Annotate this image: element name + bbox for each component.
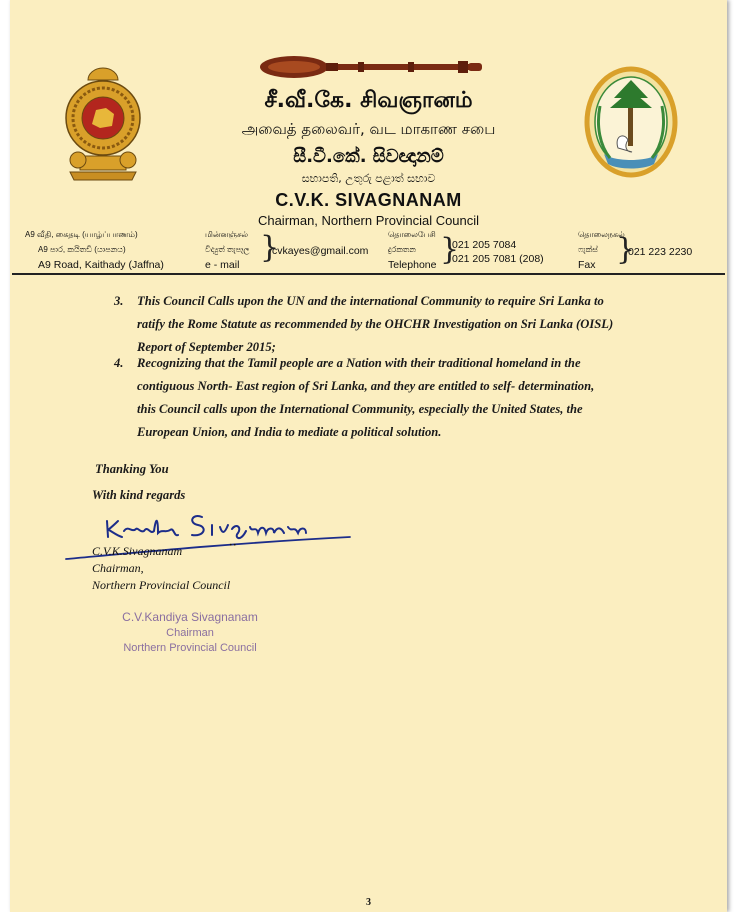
address-tamil: A9 வீதி, கைதடி (யாழ்ப்பாணம்) [25,230,138,239]
letter-page [10,0,727,912]
phone-label-sinhala: දුරකතන [388,245,416,254]
list-item [137,352,657,444]
fax-label-tamil: தொலைநகல் [578,230,625,239]
address-english: A9 Road, Kaithady (Jaffna) [38,259,164,271]
name-tamil: சீ.வீ.கே. சிவஞானம் [264,88,473,113]
phone-number-2: 021 205 7081 (208) [452,253,544,265]
email-brace: } [260,230,280,265]
ceremonial-mace-icon [258,52,488,82]
item-line: Recognizing that the Tamil people are a Nation with their traditional homeland in the [137,356,581,370]
signature-dots: ˙˙ [228,541,236,555]
list-item [137,290,657,359]
stamp-name: C.V.Kandiya Sivagnanam [122,610,258,624]
header-divider [12,273,725,275]
item-line: contiguous North- East region of Sri Lanka, and they are entitled to self- determination, [137,379,595,393]
phone-number-1: 021 205 7084 [452,239,517,251]
item-line: ratify the Rome Statute as recommended by the OHCHR Investigation on Sri Lanka (OISL) [137,317,614,331]
stamp-org: Northern Provincial Council [123,642,257,654]
item-number: 4. [114,356,124,370]
email-label-sinhala: විද්‍යුත් තැපෑල [205,245,250,254]
title-tamil: அவைத் தலைவர், வட மாகாண சபை [241,120,496,138]
item-line: European Union, and India to mediate a political solution. [137,425,442,439]
item-line: this Council calls upon the International Community, especially the United States, the [137,402,583,416]
name-sinhala: සී.වී.කේ. සිවඥානම් [293,146,444,167]
fax-brace: } [616,232,636,267]
title-english: Chairman, Northern Provincial Council [257,213,480,228]
item-line: Report of September 2015; [137,340,276,354]
closing-thanks: Thanking You [95,462,169,476]
email-value[interactable]: cvkayes@gmail.com [272,245,369,257]
stamp-title: Chairman [166,627,214,639]
phone-label-english: Telephone [388,259,437,271]
title-sinhala: සභාපති, උතුරු පළාත් සභාව [301,172,436,185]
phone-label-tamil: தொலைபேசி [388,230,436,239]
signatory-name: C.V.K.Sivagnanam [92,544,183,558]
fax-value: 021 223 2230 [628,246,693,258]
fax-label-sinhala: ෆැක්ස් [578,245,598,254]
item-number: 3. [114,294,124,308]
email-label-english: e - mail [205,259,240,271]
fax-label-english: Fax [578,259,596,271]
signatory-org: Northern Provincial Council [92,578,231,592]
address-sinhala: A9 පාර, කයිතඩි (යාපනය) [38,245,126,254]
email-label-tamil: மின்னஞ்சல் [205,230,249,239]
closing-regards: With kind regards [92,488,186,502]
item-line: This Council Calls upon the UN and the international Community to require Sri Lanka to [137,294,604,308]
signatory-title: Chairman, [92,561,144,575]
name-english: C.V.K. SIVAGNANAM [275,190,462,210]
phone-brace: } [440,232,460,267]
page-number: 3 [366,897,371,908]
